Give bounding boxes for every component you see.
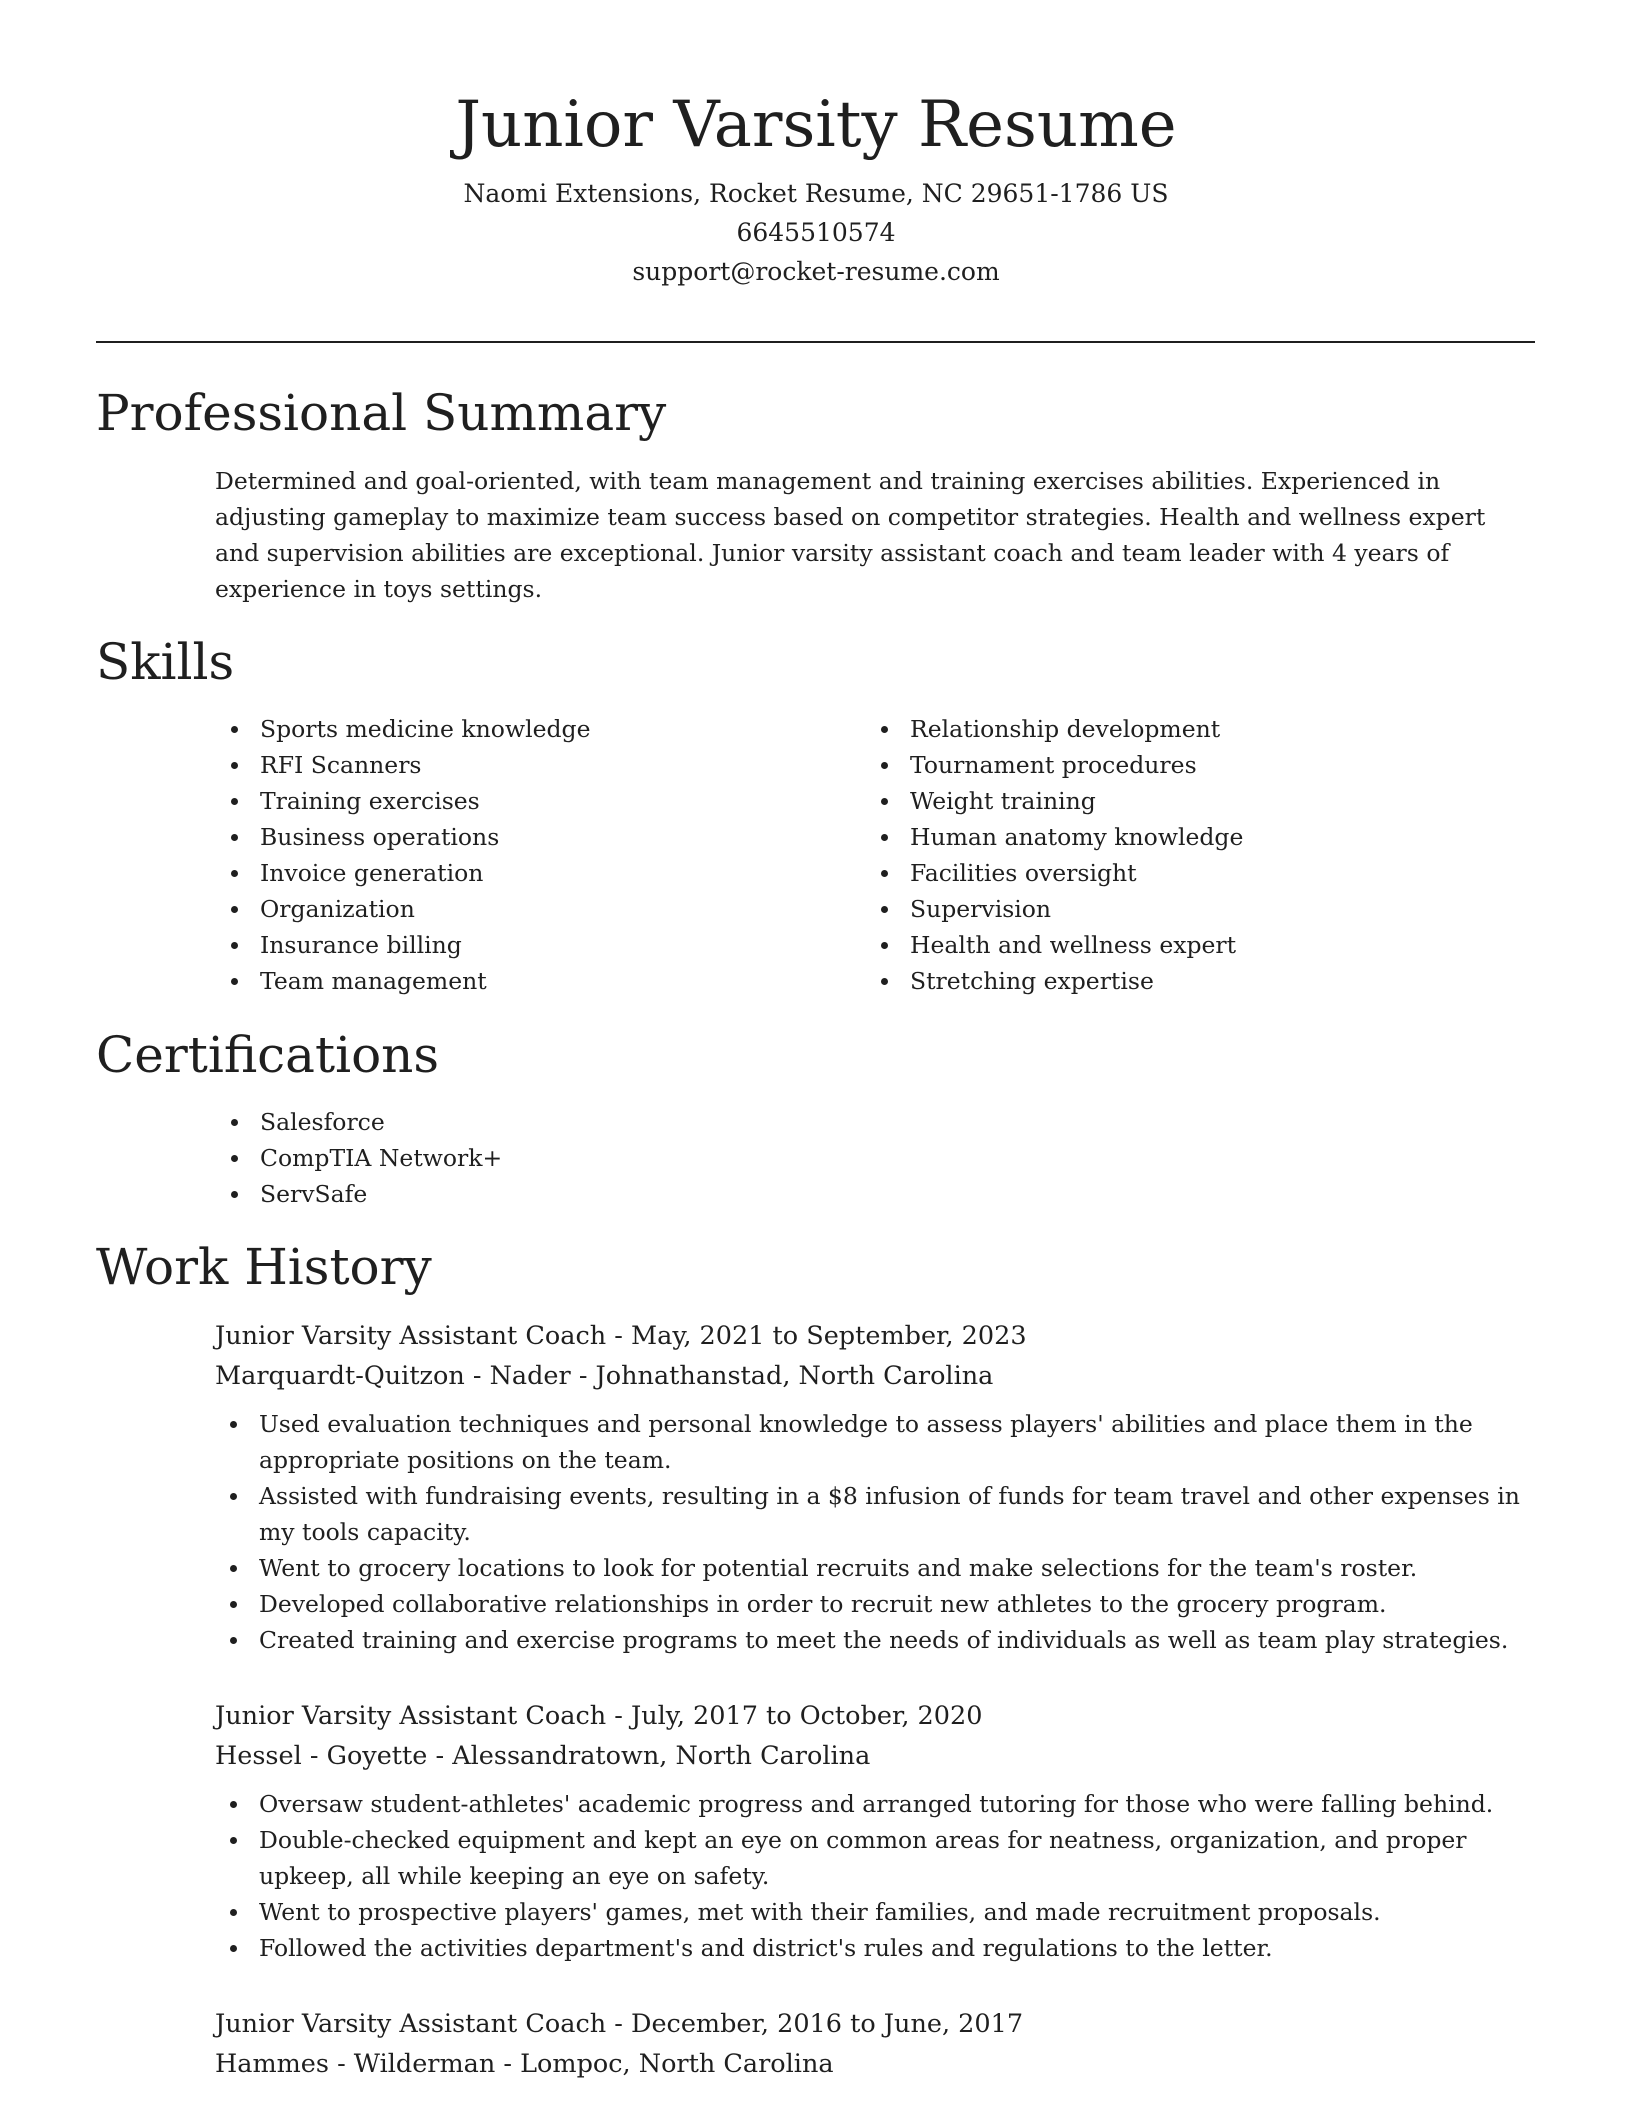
job-company: Hammes - Wilderman <box>215 2049 496 2079</box>
resume-header <box>0 0 1632 291</box>
job-location: Johnathanstad, North Carolina <box>595 1361 994 1391</box>
job-dates: December, 2016 to June, 2017 <box>631 2009 1024 2039</box>
job-role: Junior Varsity Assistant Coach <box>215 2009 607 2039</box>
job-duty: Double-checked equipment and kept an eye on common areas for neatness, organization, and proper upkeep, all while keeping an eye on safety. <box>171 1822 1535 1894</box>
job-entry <box>215 1696 1535 1966</box>
job-duties <box>171 1786 1535 1966</box>
skill-item: Tournament procedures <box>866 747 1506 783</box>
skill-item: Human anatomy knowledge <box>866 819 1506 855</box>
job-dates: May, 2021 to September, 2023 <box>631 1321 1027 1351</box>
certification-item: ServSafe <box>216 1176 856 1212</box>
job-company-line: Marquardt-Quitzon - Nader - Johnathanstad, North Carolina <box>215 1361 994 1391</box>
skill-item: Team management <box>216 963 856 999</box>
job-duty: Went to grocery locations to look for potential recruits and make selections for the team's roster. <box>171 1550 1535 1586</box>
contact-info <box>0 174 1632 291</box>
job-title-line: Junior Varsity Assistant Coach - July, 2017 to October, 2020 <box>215 1701 983 1731</box>
skill-item: Business operations <box>216 819 856 855</box>
job-company: Marquardt-Quitzon - Nader <box>215 1361 571 1391</box>
job-duties <box>171 1406 1535 1658</box>
job-dates: July, 2017 to October, 2020 <box>631 1701 983 1731</box>
certification-item: CompTIA Network+ <box>216 1140 856 1176</box>
certification-item: Salesforce <box>216 1104 856 1140</box>
job-duty: Oversaw student-athletes' academic progress and arranged tutoring for those who were falling behind. <box>171 1786 1535 1822</box>
skills-heading: Skills <box>96 633 235 691</box>
skills-list-right <box>866 711 1506 999</box>
header-divider <box>96 341 1535 343</box>
job-title-line: Junior Varsity Assistant Coach - May, 2021 to September, 2023 <box>215 1321 1027 1351</box>
contact-address: Naomi Extensions, Rocket Resume, NC 29651-1786 US <box>463 179 1169 208</box>
resume-name: Junior Varsity Resume <box>455 88 1177 162</box>
skill-item: Invoice generation <box>216 855 856 891</box>
skill-item: Facilities oversight <box>866 855 1506 891</box>
skill-item: Sports medicine knowledge <box>216 711 856 747</box>
job-duty: Developed collaborative relationships in order to recruit new athletes to the grocery program. <box>171 1586 1535 1622</box>
contact-phone: 6645510574 <box>736 218 896 247</box>
job-role: Junior Varsity Assistant Coach <box>215 1321 607 1351</box>
summary-text: Determined and goal-oriented, with team management and training exercises abilities. Experienced in adjusting gameplay to maximize team success based on competitor strategies. Health and wellness expert and supervision abilities are exceptional. Junior varsity assistant coach and team leader with 4 years of experience in toys settings. <box>215 467 1486 603</box>
job-duty: Used evaluation techniques and personal knowledge to assess players' abilities and place them in the appropriate positions on the team. <box>171 1406 1535 1478</box>
job-duty: Created training and exercise programs to meet the needs of individuals as well as team play strategies. <box>171 1622 1535 1658</box>
job-entry <box>215 2004 1535 2084</box>
job-location: Alessandratown, North Carolina <box>452 1741 871 1771</box>
skill-item: Supervision <box>866 891 1506 927</box>
job-title-line: Junior Varsity Assistant Coach - December, 2016 to June, 2017 <box>215 2009 1024 2039</box>
skill-item: Insurance billing <box>216 927 856 963</box>
skill-item: Stretching expertise <box>866 963 1506 999</box>
job-role: Junior Varsity Assistant Coach <box>215 1701 607 1731</box>
certifications-heading: Certifications <box>96 1026 440 1084</box>
skill-item: Weight training <box>866 783 1506 819</box>
job-company-line: Hessel - Goyette - Alessandratown, North Carolina <box>215 1741 871 1771</box>
skill-item: Health and wellness expert <box>866 927 1506 963</box>
certifications-list <box>216 1104 856 1212</box>
job-company-line: Hammes - Wilderman - Lompoc, North Carolina <box>215 2049 834 2079</box>
contact-email: support@rocket-resume.com <box>632 257 1000 286</box>
skill-item: RFI Scanners <box>216 747 856 783</box>
skills-list-left <box>216 711 856 999</box>
job-company: Hessel - Goyette <box>215 1741 428 1771</box>
job-entry <box>215 1316 1535 1658</box>
job-location: Lompoc, North Carolina <box>520 2049 834 2079</box>
job-duty: Followed the activities department's and district's rules and regulations to the letter. <box>171 1930 1535 1966</box>
skill-item: Relationship development <box>866 711 1506 747</box>
work-history-heading: Work History <box>96 1238 432 1296</box>
skill-item: Organization <box>216 891 856 927</box>
summary-heading: Professional Summary <box>96 384 667 442</box>
job-duty: Went to prospective players' games, met with their families, and made recruitment proposals. <box>171 1894 1535 1930</box>
skill-item: Training exercises <box>216 783 856 819</box>
job-duty: Assisted with fundraising events, resulting in a $8 infusion of funds for team travel and other expenses in my tools capacity. <box>171 1478 1535 1550</box>
